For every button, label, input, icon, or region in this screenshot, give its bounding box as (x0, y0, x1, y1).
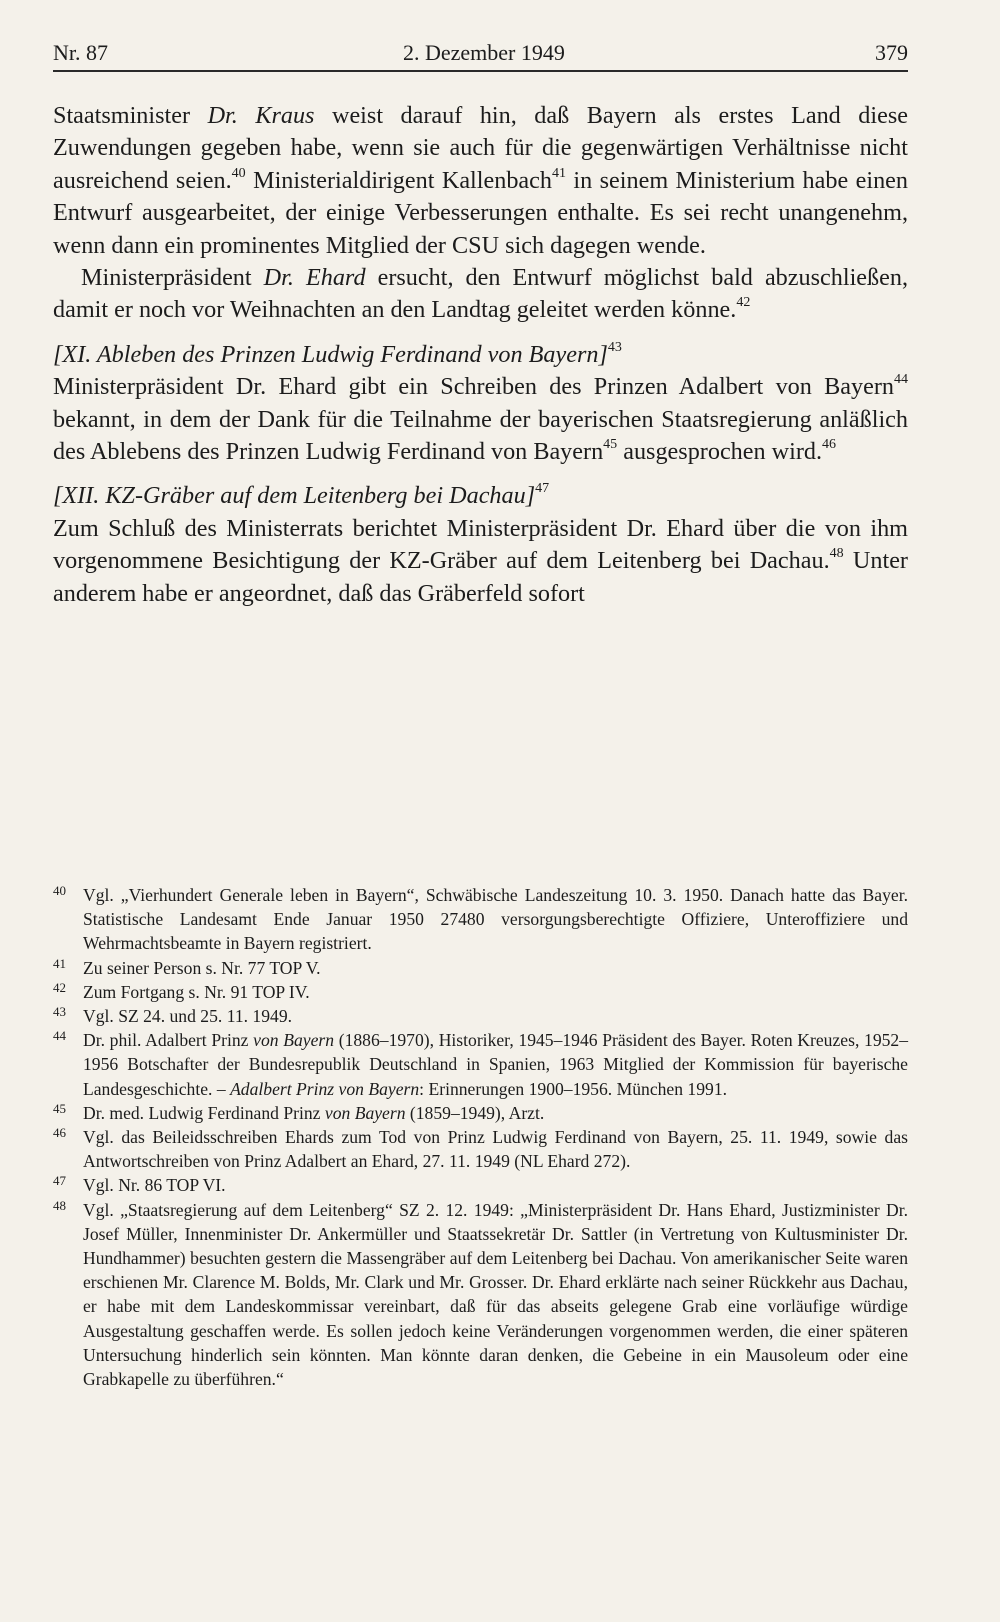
footnote (53, 1028, 908, 1101)
footnote-number: 43 (53, 1004, 66, 1020)
footnote-text: Vgl. das Beileidsschreiben Ehards zum Tod von Prinz Ludwig Ferdinand von Bayern, 25. 11. 1949, sowie das Antwortschreiben von Prinz Adalbert an Ehard, 27. 11. 1949 (NL Ehard 272). (83, 1127, 908, 1172)
footnote-text: Dr. med. Ludwig Ferdinand Prinz (83, 1102, 325, 1123)
section-heading (53, 480, 908, 512)
text-span: Zum Schluß des Ministerrats berichtet Ministerpräsident Dr. Ehard über die von ihm vorgenommene Besichtigung der KZ-Gräber auf dem Leitenberg bei Dachau. (53, 514, 908, 575)
footnote-emphasis: von Bayern (324, 1102, 406, 1123)
footnote (53, 883, 908, 956)
text-span: Ministerialdirigent Kallenbach (245, 166, 552, 194)
footnote-ref: 47 (535, 481, 550, 497)
footnote-text: Vgl. „Staatsregierung auf dem Leitenberg“ SZ 2. 12. 1949: „Ministerpräsident Dr. Hans Ehard, Justizminister Dr. Josef Müller, Innenminister Dr. Ankermüller und Staatssekretär Dr. Sattler (in Vertretung von Kultusminister Dr. Hundhammer) besuchten gestern die Massengräber auf dem Leitenberg bei Dachau. Von amerikanischer Seite waren erschienen Mr. Clarence M. Bolds, Mr. Clark und Mr. Grosser. Dr. Ehard erklärte nach seiner Rückkehr aus Dachau, er habe mit dem Landeskommissar vereinbart, daß für das abseits gelegene Grab eine vorläufige würdige Ausgestaltung geschaffen werde. Es sollen jedoch keine Veränderungen vorgenommen werden, die einer späteren Untersuchung hinderlich sein könnten. Man könnte daran denken, die Gebeine in ein Mausoleum oder eine Grabkapelle zu überführen.“ (83, 1199, 908, 1390)
footnote-ref: 40 (231, 165, 246, 181)
footnote-text: Vgl. „Vierhundert Generale leben in Bayern“, Schwäbische Landeszeitung 10. 3. 1950. Danach hatte das Bayer. Statistische Landesamt Ende Januar 1950 27480 versorgungsberechtigte Offiziere, Unteroffiziere und Wehrmachtsbeamte in Bayern registriert. (83, 885, 908, 954)
header-rule (53, 70, 908, 72)
text-span: Unter anderem habe er angeordnet, daß das Gräberfeld sofort (53, 547, 908, 607)
footnote-number: 45 (53, 1100, 66, 1116)
paragraph (53, 513, 908, 610)
footnote-number: 40 (53, 883, 66, 898)
footnote-text: : Erinnerungen 1900–1956. München 1991. (419, 1078, 728, 1099)
footnote-number: 47 (53, 1173, 66, 1189)
footnote-number: 46 (53, 1125, 66, 1141)
footnote (53, 980, 908, 1004)
footnote (53, 1101, 908, 1125)
footnote-text: Vgl. Nr. 86 TOP VI. (83, 1175, 226, 1196)
section-heading (53, 339, 908, 371)
footnote-number: 42 (53, 979, 66, 995)
header-date: 2. Dezember 1949 (403, 40, 565, 65)
text-span: ausgesprochen wird. (617, 438, 823, 466)
footnote-text: (1859–1949), Arzt. (405, 1102, 545, 1123)
text-span: Staatsminister (53, 102, 208, 129)
footnote (53, 1198, 908, 1392)
footnote-ref: 44 (894, 372, 908, 388)
text-span: in seinem Ministerium habe einen Entwurf ausgearbeitet, der einige Verbesserungen enthalte. Es sei recht unangenehm, wenn dann ein prominentes Mitglied der CSU sich dagegen wende. (53, 166, 908, 259)
footnote (53, 956, 908, 980)
text-span: weist darauf hin, daß Bayern als erstes Land diese Zuwendungen gegeben habe, wenn sie auch für die gegenwärtigen Verhältnisse nicht ausreichend seien. (53, 102, 908, 194)
footnote-number: 44 (53, 1028, 66, 1044)
footnote-text: Zu seiner Person s. Nr. 77 TOP V. (83, 957, 321, 978)
paragraph (53, 262, 908, 327)
main-text (53, 100, 908, 610)
footnote-text: Zum Fortgang s. Nr. 91 TOP IV. (83, 981, 310, 1002)
heading-text: [XI. Ableben des Prinzen Ludwig Ferdinand von Bayern] (53, 340, 608, 368)
footnote-ref: 42 (736, 295, 751, 311)
footnote-ref: 45 (603, 437, 618, 452)
text-span: Ministerpräsident (81, 264, 264, 292)
footnote (53, 1173, 908, 1197)
text-span: Ministerpräsident Dr. Ehard gibt ein Schreiben des Prinzen Adalbert von Bayern (53, 373, 894, 401)
person-name: Dr. Ehard (263, 264, 366, 292)
footnote-emphasis: von Bayern (253, 1030, 335, 1051)
footnote-text: Dr. phil. Adalbert Prinz (83, 1030, 254, 1051)
footnote-text: (1886–1970), Historiker, 1945–1946 Präsident des Bayer. Roten Kreuzes, 1952–1956 Botschafter der Bundesrepublik Deutschland in Spanien, 1963 Mitglied der Kommission für bayerische Landesgeschichte. – (83, 1030, 909, 1099)
footnote (53, 1125, 908, 1173)
footnote-ref: 46 (822, 437, 837, 452)
footnote-ref: 41 (552, 165, 566, 181)
page-number: 379 (875, 40, 908, 65)
footnote-ref: 48 (829, 546, 844, 562)
text-span: ersucht, den Entwurf möglichst bald abzuschließen, damit er noch vor Weihnachten an den Landtag geleitet werden könne. (53, 264, 908, 324)
footnote (53, 1004, 908, 1028)
footnote-ref: 43 (607, 339, 622, 355)
footnote-number: 48 (53, 1197, 66, 1213)
running-header (53, 40, 908, 70)
paragraph (53, 371, 908, 468)
paragraph (53, 100, 908, 262)
footnote-number: 41 (53, 955, 66, 971)
footnotes (53, 883, 908, 1391)
footnote-text: Vgl. SZ 24. und 25. 11. 1949. (83, 1006, 293, 1027)
footnote-emphasis: Adalbert Prinz von Bayern (230, 1078, 420, 1099)
text-span: bekannt, in dem der Dank für die Teilnahme der bayerischen Staatsregierung anläßlich des Ablebens des Prinzen Ludwig Ferdinand von Bayern (53, 405, 908, 466)
heading-text: [XII. KZ-Gräber auf dem Leitenberg bei Dachau] (53, 482, 536, 510)
person-name: Dr. Kraus (207, 102, 315, 129)
document-number: Nr. 87 (53, 40, 108, 65)
